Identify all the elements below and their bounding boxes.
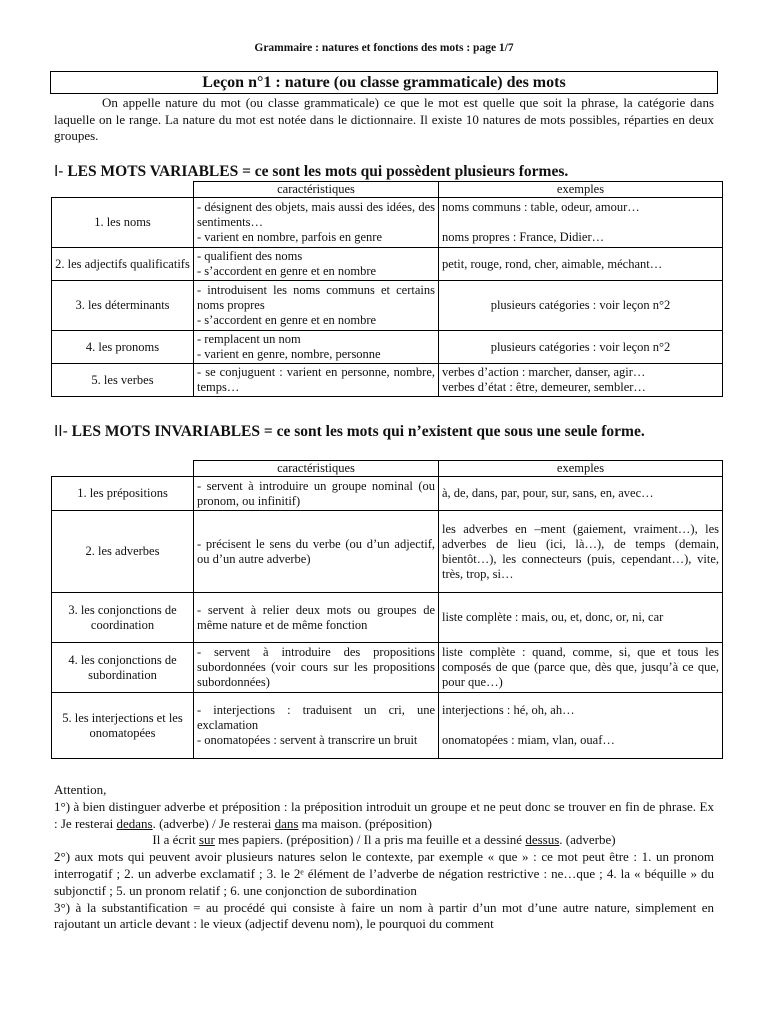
caracteristiques-cell: - servent à relier deux mots ou groupes de même nature et de même fonction [194,593,439,643]
exemples-cell: les adverbes en –ment (gaiement, vraiment…), les adverbes de lieu (ici, là…), de temps (demain, bientôt…), les connecteurs (puis, cependant…), vite, très, trop, si… [439,511,723,593]
table-header-exemples: exemples [439,182,723,198]
nature-cell: 1. les prépositions [52,477,194,511]
carac-line: - s’accordent en genre et en nombre [197,264,377,278]
table-row [52,511,723,593]
exemples-cell: petit, rouge, rond, cher, aimable, méchant… [439,248,723,281]
table-row [52,593,723,643]
nature-cell: 2. les adjectifs qualificatifs [52,248,194,281]
underlined-word: dessus [525,832,560,848]
nature-cell: 3. les conjonctions de coordination [52,593,194,643]
table-header-empty [52,182,194,198]
exemples-cell: à, de, dans, par, pour, sur, sans, en, avec… [439,477,723,511]
example-line: verbes d’action : marcher, danser, agir… [442,365,646,379]
section-1-numeral: I- [54,163,64,180]
section-2-numeral: II- [54,423,68,440]
carac-line: - introduisent les noms communs et certains noms propres [197,283,435,312]
nature-cell: 2. les adverbes [52,511,194,593]
example-line: onomatopées : miam, vlan, ouaf… [442,733,615,747]
note-text: . (adverbe) [559,832,616,848]
attention-notes [54,782,714,933]
underlined-word: dedans [116,815,153,831]
carac-line: - interjections : traduisent un cri, une exclamation [197,703,435,732]
table-row [52,198,723,248]
underlined-word: dans [274,815,299,831]
table-row [52,364,723,397]
table-row [52,248,723,281]
example-line: noms communs : table, odeur, amour… [442,200,640,214]
attention-label: Attention, [54,782,107,797]
note-text: 1°) à bien distinguer adverbe et préposition : la préposition introduit un groupe et ne peut donc se trouver en fin de phrase. Ex : Je resterai [54,798,714,831]
nature-cell: 5. les verbes [52,364,194,397]
section-2-title: LES MOTS INVARIABLES = ce sont les mots qui n’existent que sous une seule forme. [71,423,645,440]
note-1 [54,799,714,833]
example-line: interjections : hé, oh, ah… [442,703,575,717]
caracteristiques-cell [194,248,439,281]
exemples-cell: liste complète : mais, ou, et, donc, or, ni, car [439,593,723,643]
table-row [52,281,723,331]
caracteristiques-cell [194,693,439,759]
exemples-cell [439,693,723,759]
exemples-cell [439,364,723,397]
note-text: mes papiers. (préposition) / Il a pris ma feuille et a dessiné [214,832,526,848]
caracteristiques-cell [194,281,439,331]
exemples-cell: liste complète : quand, comme, si, que et tous les composés de que (parce que, dès que, jusqu’à ce que, pour que…) [439,643,723,693]
section-2-heading [54,423,718,441]
section-1-title: LES MOTS VARIABLES = ce sont les mots qui possèdent plusieurs formes. [67,163,569,180]
exemples-cell [439,198,723,248]
nature-cell: 4. les conjonctions de subordination [52,643,194,693]
table-header-empty [52,461,194,477]
table-header-row [52,461,723,477]
note-text: . (adverbe) / Je resterai [152,815,275,831]
table-header-row [52,182,723,198]
nature-cell: 5. les interjections et les onomatopées [52,693,194,759]
example-line: verbes d’état : être, demeurer, sembler… [442,380,646,394]
variable-words-table [51,181,723,397]
caracteristiques-cell: - précisent le sens du verbe (ou d’un adjectif, ou d’un autre adverbe) [194,511,439,593]
section-1-heading [54,163,718,181]
exemples-cell: plusieurs catégories : voir leçon n°2 [439,331,723,364]
lesson-title: Leçon n°1 : nature (ou classe grammaticale) des mots [50,71,718,94]
table-row [52,331,723,364]
table-row [52,693,723,759]
caracteristiques-cell: - servent à introduire des propositions subordonnées (voir cours sur les propositions subordonnées) [194,643,439,693]
nature-cell: 4. les pronoms [52,331,194,364]
caracteristiques-cell [194,198,439,248]
page-header: Grammaire : natures et fonctions des mots : page 1/7 [254,42,514,54]
table-row [52,643,723,693]
intro-text: On appelle nature du mot (ou classe grammaticale) ce que le mot est quelle que soit la phrase, la catégorie dans laquelle on le range. La nature du mot est notée dans le dictionnaire. Il existe 10 natures de mots possibles, réparties en deux groupes. [54,95,714,143]
carac-line: - désignent des objets, mais aussi des idées, des sentiments… [197,200,435,229]
intro-paragraph [54,95,714,145]
carac-line: - varient en genre, nombre, personne [197,347,381,361]
caracteristiques-cell: - se conjuguent : varient en personne, nombre, temps… [194,364,439,397]
note-text: ma maison. (préposition) [298,815,432,831]
note-2: 2°) aux mots qui peuvent avoir plusieurs natures selon le contexte, par exemple « que » : ce mot peut être : 1. un pronom interrogatif ; 2. un adverbe exclamatif ; 3. le 2ᵉ élément de l’adverbe de négation restrictive : ne…que ; 4. la « béquille » du subjonctif ; 5. un pronom relatif ; 6. une conjonction de subordination [54,849,714,898]
invariable-words-table [51,460,723,759]
carac-line: - varient en nombre, parfois en genre [197,230,382,244]
table-header-caracteristiques: caractéristiques [194,182,439,198]
table-row [52,477,723,511]
note-1-example-2 [54,832,714,849]
caracteristiques-cell [194,331,439,364]
caracteristiques-cell: - servent à introduire un groupe nominal (ou pronom, ou infinitif) [194,477,439,511]
nature-cell: 1. les noms [52,198,194,248]
example-line: noms propres : France, Didier… [442,230,605,244]
note-text: Il a écrit [152,832,199,848]
carac-line: - remplacent un nom [197,332,301,346]
nature-cell: 3. les déterminants [52,281,194,331]
underlined-word: sur [198,832,215,848]
table-header-caracteristiques: caractéristiques [194,461,439,477]
note-3: 3°) à la substantification = au procédé qui consiste à faire un nom à partir d’un mot d’une autre nature, simplement en rajoutant un article devant : le vieux (adjectif devenu nom), le pourquoi du comment [54,899,714,932]
carac-line: - qualifient des noms [197,249,303,263]
carac-line: - onomatopées : servent à transcrire un bruit [197,733,418,747]
table-header-exemples: exemples [439,461,723,477]
carac-line: - s’accordent en genre et en nombre [197,313,377,327]
exemples-cell: plusieurs catégories : voir leçon n°2 [439,281,723,331]
